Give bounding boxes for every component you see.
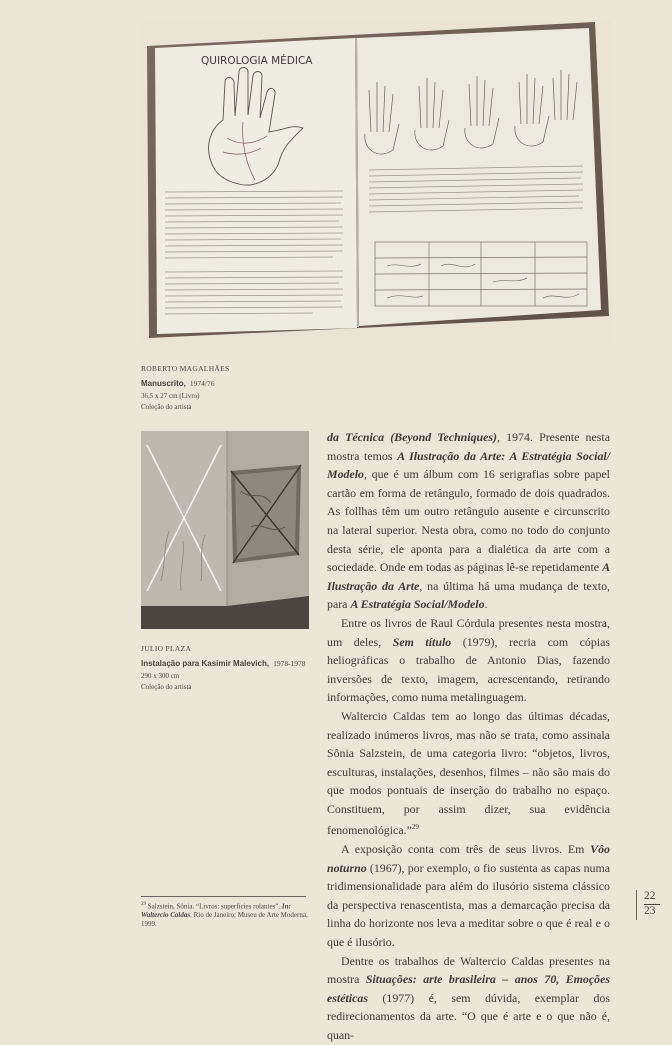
caption-roberto-magalhaes (141, 364, 341, 413)
text-run: , que é um álbum com 16 serigrafias sobre papel cartão em forma de retângulo, formado de dois quadrados. As follhas têm um outro retângulo ausente e circunscrito na lateral superior. Nesta obra, como no todo do conjunto desta série, ele aponta para a dialética da arte com a sociedade. Onde em todas as páginas lê-se repetidamente (327, 467, 610, 575)
text-run: , na última há uma mudança de texto, para (327, 578, 610, 612)
italic-title: A Ilustração da Arte (327, 560, 610, 593)
paragraph (327, 952, 610, 1045)
caption-collection: Coleção do artista (141, 403, 192, 411)
caption-title: Instalação para Kasimir Malevich, (141, 659, 270, 668)
text-run: . Rio de Janeiro: Museu de Arte Moderna, 1999. (141, 911, 308, 929)
book-heading: QUIROLOGIA MÉDICA (201, 55, 313, 67)
page-number-left: 22 (644, 890, 656, 902)
text-run: (1977) é, sem dúvida, exemplar dos redirecionamentos da arte. “O que é arte e o que não é, quan- (327, 990, 610, 1042)
footnote-number: 29 (141, 902, 146, 907)
italic-title: Situações: arte brasileira – anos 70, Emoções estéticas (327, 972, 610, 1005)
footnote-ref[interactable]: 29 (411, 823, 419, 832)
text-run: Waltercio Caldas tem ao longo das últimas décadas, realizado inúmeros livros, mas não se trata, como assinala Sônia Salzstein, de uma categoria livro: “objetos, livros, esculturas, instalações, desenhos, filmes – não são mais do que modos pontuais de inserção do trabalho no espaço. Constituem, por assim dizer, sua evidência fenomenológica.” (327, 708, 610, 838)
caption-year: 1974/76 (189, 379, 215, 388)
italic-title: A Estratégia Social/Modelo (350, 597, 485, 612)
italic-title: In: Waltercio Caldas (141, 902, 291, 920)
caption-julio-plaza (141, 644, 341, 693)
text-run: Entre os livros de Raul Córdula presentes nesta mostra, um deles, (327, 615, 610, 649)
caption-year: 1978-1978 (273, 659, 306, 668)
text-run: Dentre os trabalhos de Waltercio Caldas presentes na mostra (327, 953, 610, 987)
caption-dimensions: 36,5 x 27 cm (Livro) (141, 392, 200, 400)
italic-title: A Ilustração da Arte: A Estratégia Social/ Modelo (327, 448, 611, 482)
paragraph (327, 840, 610, 952)
text-run: A exposição conta com três de seus livros. Em (341, 842, 591, 857)
italic-title: Sem título (392, 634, 452, 649)
text-run: (1967), por exemplo, o fio sustenta as capas numa tridimensionalidade para além do ilusório sistema clássico da perspectiva renascentista, mas a demarcação precisa da linha do horizonte nos leva a meditar sobre o que é real e o que é ilusório. (327, 860, 610, 949)
footnote (141, 900, 309, 929)
text-run: , 1974. Presente nesta mostra temos (327, 430, 610, 463)
text-run: (1979), recria com cópias heliográficas o trabalho de Antonio Dias, fazendo inversões de texto, imagem, acrescentando, retirando informações, como numa metalinguagem. (327, 634, 611, 705)
caption-artist: JULIO PLAZA (141, 644, 192, 653)
italic-title: da Técnica (Beyond Techniques) (327, 430, 498, 444)
text-run: . (484, 597, 488, 612)
footnote-divider (141, 896, 306, 897)
paragraph (327, 614, 610, 707)
page-number-rule (636, 890, 637, 920)
body-text (327, 428, 610, 1045)
caption-collection: Coleção do artista (141, 683, 192, 691)
photo-quirologia-medica-book (143, 20, 613, 345)
caption-dimensions: 290 x 300 cm (141, 672, 180, 680)
italic-title: Vôo noturno (327, 842, 610, 875)
paragraph (327, 428, 610, 614)
paragraph (327, 707, 610, 840)
page-number-right: 23 (644, 905, 656, 917)
text-run: Salzstein, Sônia. “Livros: superfícies rolantes”. (146, 902, 282, 911)
photo-instalacao-malevich (141, 431, 309, 629)
caption-artist: ROBERTO MAGALHÃES (141, 364, 230, 373)
photo-credit: Foto Rita Gibran (594, 160, 599, 197)
caption-title: Manuscrito, (141, 379, 186, 388)
